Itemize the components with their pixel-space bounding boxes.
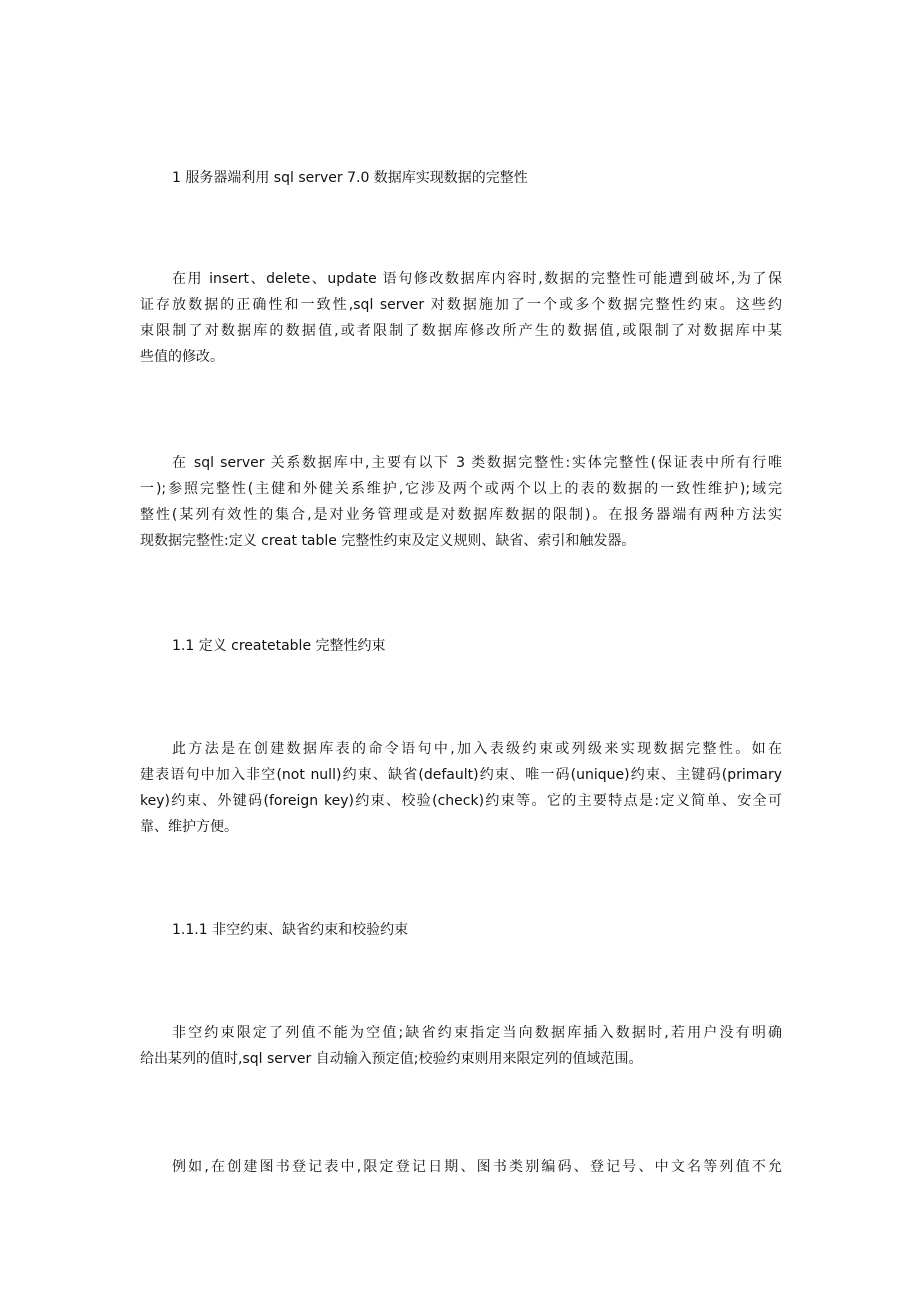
paragraph-line: 现数据完整性:定义 creat table 完整性约束及定义规则、缺省、索引和触发器。 — [140, 533, 636, 549]
paragraph-line: 例如,在创建图书登记表中,限定登记日期、图书类别编码、登记号、中文名等列值不允 — [172, 1159, 782, 1175]
section-heading-2: 1.1 定义 createtable 完整性约束 — [172, 638, 386, 654]
paragraph-line: 束限制了对数据库的数据值,或者限制了数据库修改所产生的数据值,或限制了对数据库中某 — [140, 323, 782, 339]
section-heading-3: 1.1.1 非空约束、缺省约束和校验约束 — [172, 922, 409, 938]
paragraph-3 — [140, 736, 782, 840]
paragraph-line: 整性(某列有效性的集合,是对业务管理或是对数据库数据的限制)。在报务器端有两种方法实 — [140, 507, 782, 523]
paragraph-5 — [140, 1154, 782, 1180]
paragraph-line: 一);参照完整性(主健和外健关系维护,它涉及两个或两个以上的表的数据的一致性维护);域完 — [140, 481, 782, 497]
paragraph-line: key)约束、外键码(foreign key)约束、校验(check)约束等。它的主要特点是:定义简单、安全可 — [140, 793, 782, 809]
paragraph-line: 此方法是在创建数据库表的命令语句中,加入表级约束或列级来实现数据完整性。如在 — [172, 741, 782, 757]
paragraph-line: 给出某列的值时,sql server 自动输入预定值;校验约束则用来限定列的值域范围。 — [140, 1051, 643, 1067]
paragraph-line: 建表语句中加入非空(not null)约束、缺省(default)约束、唯一码(unique)约束、主键码(primary — [140, 767, 782, 783]
paragraph-line: 非空约束限定了列值不能为空值;缺省约束指定当向数据库插入数据时,若用户没有明确 — [172, 1025, 782, 1041]
paragraph-2 — [140, 450, 782, 554]
paragraph-1 — [140, 266, 782, 370]
paragraph-line: 在 sql server 关系数据库中,主要有以下 3 类数据完整性:实体完整性(保证表中所有行唯 — [172, 455, 782, 471]
paragraph-line: 在用 insert、delete、update 语句修改数据库内容时,数据的完整性可能遭到破坏,为了保 — [172, 271, 782, 287]
paragraph-line: 些值的修改。 — [140, 349, 224, 365]
section-heading-1: 1 服务器端利用 sql server 7.0 数据库实现数据的完整性 — [172, 170, 528, 186]
paragraph-line: 证存放数据的正确性和一致性,sql server 对数据施加了一个或多个数据完整性约束。这些约 — [140, 297, 782, 313]
paragraph-4 — [140, 1020, 782, 1072]
paragraph-line: 靠、维护方便。 — [140, 819, 238, 835]
